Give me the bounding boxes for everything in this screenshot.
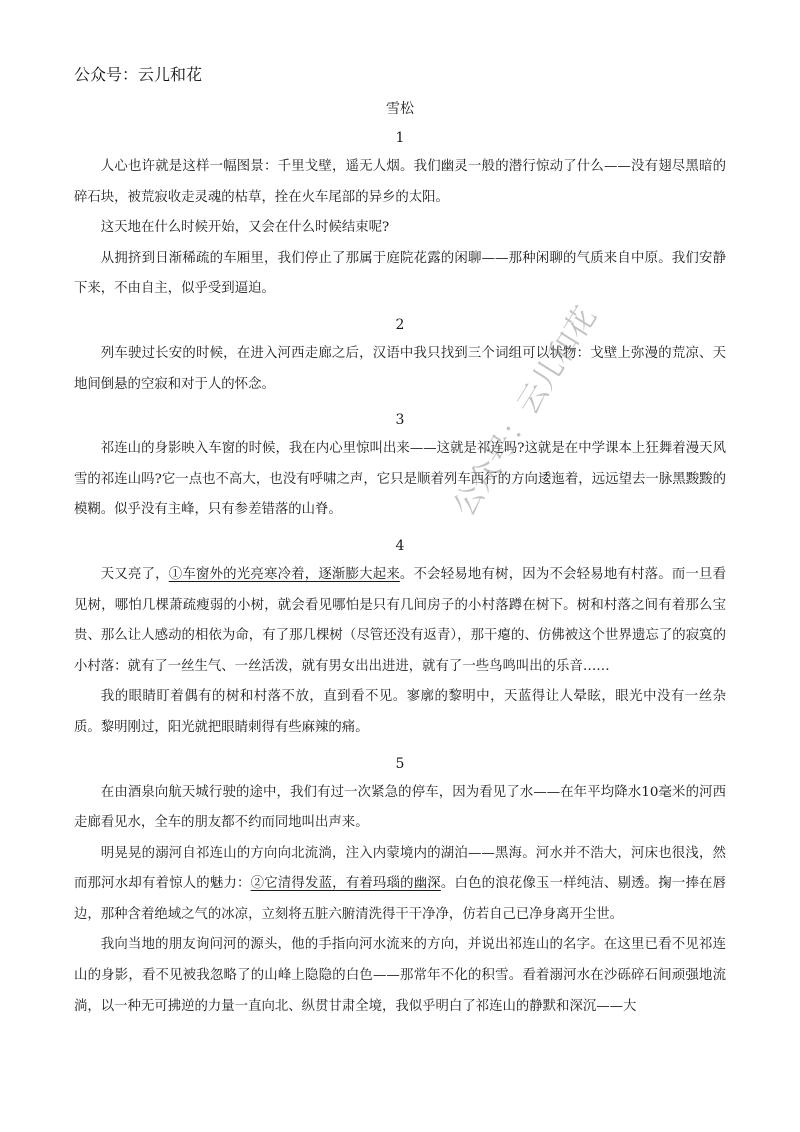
paragraph: 从拥挤到日渐稀疏的车厢里，我们停止了那属于庭院花露的闲聊——那种闲聊的气质来自中原。我们安静下来，不由自主，似乎受到逼迫。 <box>74 250 726 297</box>
underlined-sentence: ①车窗外的光亮寒冷着，逐渐膨大起来 <box>168 566 400 582</box>
paragraph: 祁连山的身影映入车窗的时候，我在内心里惊叫出来——这就是祁连吗?这就是在中学课本上狂舞着漫天风雪的祁连山吗?它一点也不高大，也没有呼啸之声，它只是顺着列车西行的方向逶迤着，远远望去一脉黑黢黢的模糊。似乎没有主峰，只有参差错落的山脊。 <box>74 441 726 518</box>
paragraph: 这天地在什么时候开始，又会在什么时候结束呢? <box>100 220 390 236</box>
text-span: 。不会轻易地有树，因为不会轻易地有村落。而一旦看见树，哪怕几棵萧疏瘦弱的小树，就会看见哪怕是只有几间房子的小村落蹲在树下。树和村落之间有着那么宝贵、那么让人感动的相依为命，有了那几棵树（尽管还没有返青），那干瘪的、仿佛被这个世界遗忘了的寂寞的小村落：就有了一丝生气、一丝活泼，就有男女出出进进，就有了一些鸟鸣叫出的乐音…… <box>74 566 727 674</box>
section-number-5: 5 <box>395 755 405 772</box>
paragraph: 人心也许就是这样一幅图景：千里戈壁，遥无人烟。我们幽灵一般的潜行惊动了什么——没有翅尽黑暗的碎石块，被荒寂收走灵魂的枯草，拴在火车尾部的异乡的太阳。 <box>74 159 726 205</box>
paragraph: 列车驶过长安的时候，在进入河西走廊之后，汉语中我只找到三个词组可以状物：戈壁上弥漫的荒凉、天地间倒悬的空寂和对于人的怀念。 <box>74 345 726 392</box>
text-span: 明晃晃的溺河自祁连山的方向向北流淌，注入内蒙境内的湖泊——黑海。河水并不浩大，河床也很浅，然而那河水却有着惊人的魅力： <box>74 845 726 892</box>
text-span: 天又亮了， <box>100 566 169 582</box>
section-number-3: 3 <box>395 412 405 429</box>
section-number-1: 1 <box>395 130 405 146</box>
paragraph: 在由酒泉向航天城行驶的途中，我们有过一次紧急的停车，因为看见了水——在年平均降水10毫米的河西走廊看见水，全车的朋友都不约而同地叫出声来。 <box>74 784 726 831</box>
paragraph-with-underline <box>74 560 726 682</box>
paragraph: 我向当地的朋友询问河的源头，他的手指向河水流来的方向，并说出祁连山的名字。在这里已看不见祁连山的身影，看不见被我忽略了的山峰上隐隐的白色——那常年不化的积雪。看着溺河水在沙砾碎石间顽强地流淌，以一种无可拂逆的力量一直向北、纵贯甘肃全境，我似乎明白了祁连山的静默和深沉——大 <box>74 937 726 1014</box>
watermark: 公众号：云儿和花 <box>446 300 604 523</box>
paragraph-with-underline <box>74 839 726 931</box>
text-span: 。白色的浪花像玉一样纯洁、剔透。掬一捧在唇边，那种含着绝域之气的冰凉，立刻将五脏六腑清洗得干干净净，仿若自己已净身离开尘世。 <box>74 876 727 922</box>
document-body <box>74 90 726 1022</box>
page-header: 公众号：云儿和花 <box>74 65 203 84</box>
section-number-2: 2 <box>395 316 405 333</box>
article-title: 雪松 <box>386 101 414 117</box>
underlined-sentence: ②它清得发蓝，有着玛瑙的幽深 <box>250 876 441 892</box>
paragraph: 我的眼睛盯着偶有的树和村落不放，直到看不见。寥廓的黎明中，天蓝得让人晕眩，眼光中没有一丝杂质。黎明刚过，阳光就把眼睛刺得有些麻辣的痛。 <box>74 689 726 735</box>
section-number-4: 4 <box>395 537 405 554</box>
